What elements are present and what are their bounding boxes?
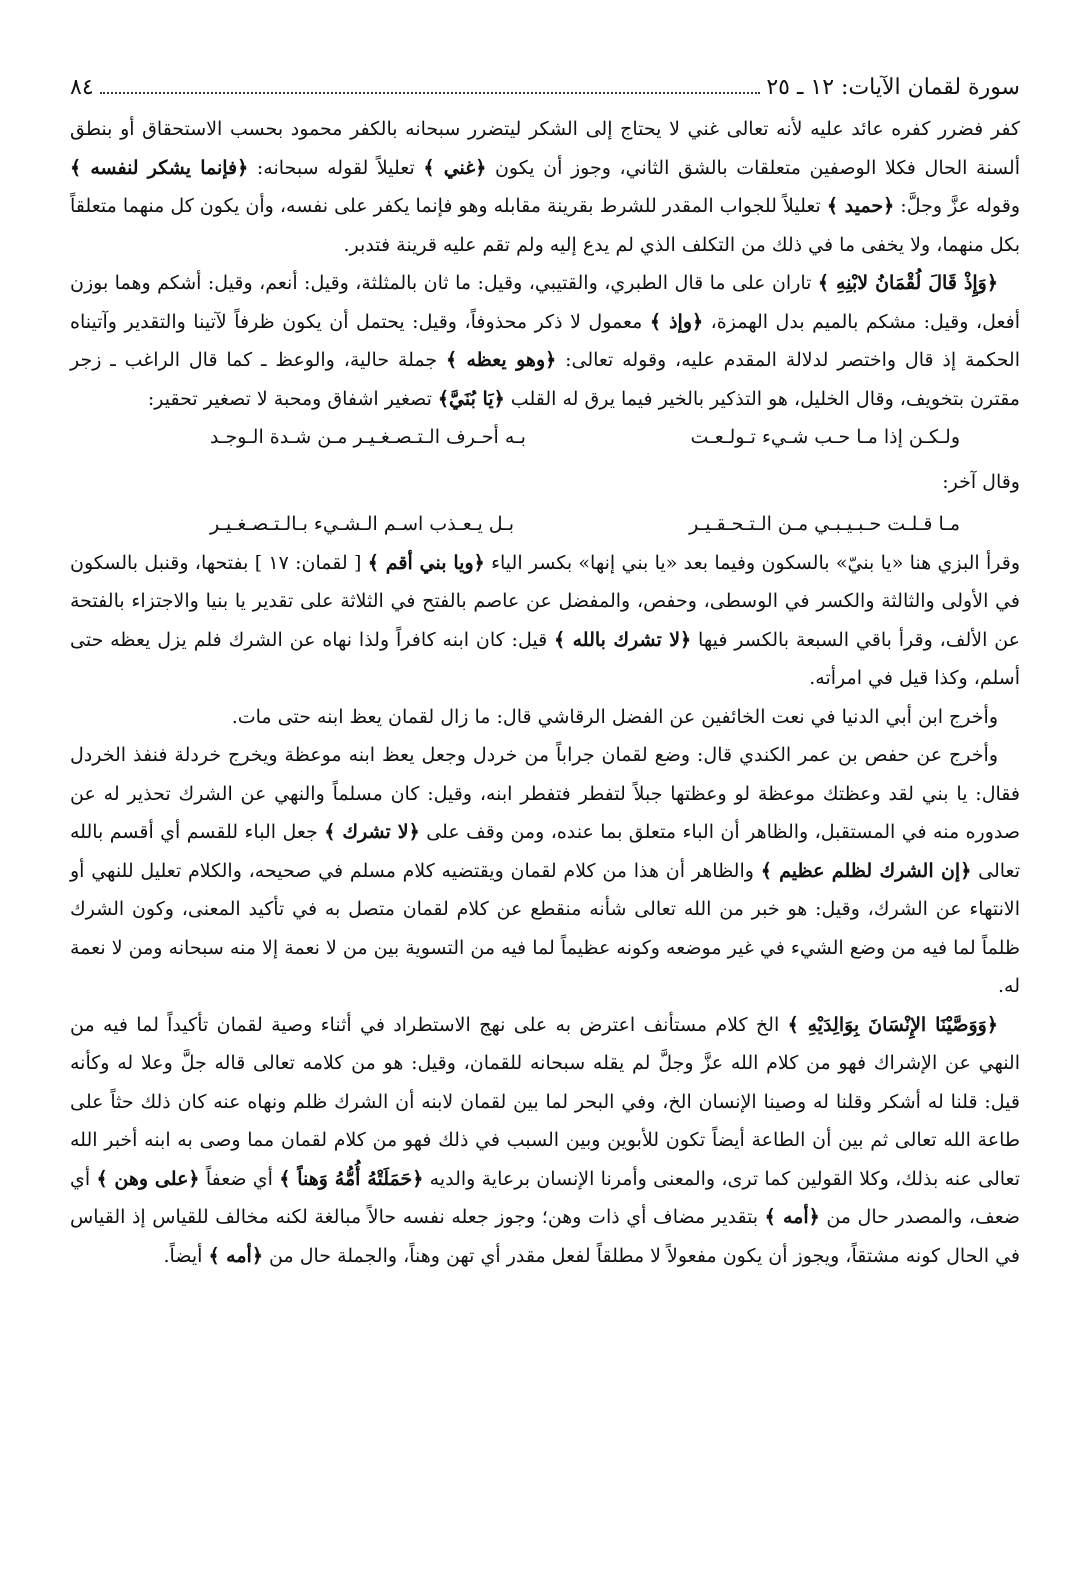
quran-quote: ﴿إن الشرك لظلم عظيم ﴾: [760, 859, 972, 882]
text-run: وأخرج ابن أبي الدنيا في نعت الخائفين عن الفضل الرقاشي قال: ما زال لقمان يعظ ابنه حتى مات.: [231, 705, 998, 728]
quran-quote: ﴿أمه ﴾: [208, 1244, 263, 1267]
text-run: تاران على ما قال الطبري، والقتيبي، وقيل: ما ثان بالمثلثة، وقيل: أنعم، وقيل: أشكم وهما بوزن أفعل، وقيل: مشكم بالميم بدل الهمزة،: [70, 272, 1020, 333]
quran-quote: ﴿حميد ﴾: [826, 195, 895, 217]
text-run: أي ضعف، والمصدر حال من: [70, 1167, 1021, 1228]
poem-verse-2: [70, 505, 1020, 544]
quran-quote: ﴿لا تشرك ﴾: [324, 821, 420, 843]
text-run: تصغير اشفاق ومحبة لا تصغير تحقير:: [147, 387, 438, 410]
quran-quote: ﴿وَإِذْ قَالَ لُقْمَانُ لابْنِهِ ﴾: [817, 272, 998, 294]
main-text: [70, 110, 1020, 1275]
verse-2-second-hemistich: بـل يـعـذب اسـم الـشـيء بـالـتـصـغـيـر: [210, 513, 515, 535]
text-run: وقوله عزَّ وجلَّ:: [894, 195, 1020, 217]
text-run: جملة حالية، والوعظ ـ كما قال الراغب ـ زجر مقترن بتخويف، وقال الخليل، هو التذكير بالخير فيما يرق له القلب: [70, 349, 1020, 410]
leader-dots: [100, 70, 761, 94]
paragraph: [70, 264, 1020, 418]
paragraph: [70, 1006, 1020, 1276]
text-section-2: [70, 544, 1020, 1276]
quran-quote: ﴿وَوَصَّيْنَا الإِنْسَانَ بِوَالِدَيْهِ ﴾: [787, 1013, 998, 1036]
quran-quote: ﴿لا تشرك بالله ﴾: [554, 628, 692, 651]
text-run: والظاهر أن هذا من كلام لقمان ويقتضيه كلام مسلم في صحيحه، والكلام تعليل للنهي أو الانتهاء عن الشرك، وقيل: هو خبر من الله تعالى شأنه منقطع عن كلام لقمان متصل به في تأكيد المعنى، وكون الشرك ظلماً لما فيه من وضع الشيء في غير موضعه وكونه عظيماً لما فيه من التسوية بين من لا نعمة إلا منه سبحانه ومن لا نعمة له.: [70, 859, 1020, 997]
quran-quote: ﴿غني ﴾: [423, 156, 487, 179]
text-run: معمول لا ذكر محذوفاً، وقيل: يحتمل أن يكون ظرفاً لآتينا والتقدير وآتيناه الحكمة إذ قال واختصر لدلالة المقدم عليه، وقوله تعالى:: [70, 310, 1020, 371]
paragraph: [70, 736, 1020, 1006]
text-run: كفر فضرر كفره عائد عليه لأنه تعالى غني لا يحتاج إلى الشكر ليتضرر سبحانه بالكفر محمود بحسب الاستحقاق أو بنطق ألسنة الحال فكلا الوصفين متعلقات بالشق الثاني، وجوز أن يكون: [70, 118, 1020, 179]
verse-1-first-hemistich: ولـكـن إذا مـا حـب شـيء تـولـعـت: [690, 426, 960, 448]
text-run: [ لقمان: ١٧ ] بفتحها، وقنبل بالسكون في الأولى والثالثة والكسر في الوسطى، وحفص، والمفضل عن عاصم بالفتح في الثلاثة على تقدير يا بنيا والاجتزاء بالفتحة عن الألف، وقرأ باقي السبعة بالكسر فيها: [70, 551, 1021, 651]
verse-2-first-hemistich: مـا قـلـت حـبـيـبـي مـن الـتـحـقـيـر: [689, 513, 960, 535]
running-title: سورة لقمان الآيات: ١٢ ـ ٢٥: [766, 75, 1020, 100]
quran-quote: ﴿وهو يعظه ﴾: [445, 349, 557, 371]
text-run: تعليلاً للجواب المقدر للشرط بقرينة مقابله وهو فإنما يكفر على نفسه، وأن يكون كل منهما متعلقاً بكل منهما، ولا يخفى ما في ذلك من التكلف الذي لم يدع إليه ولم تقم عليه قرينة فتدبر.: [70, 195, 1020, 256]
quran-quote: ﴿ويا بني أقم ﴾: [367, 551, 485, 574]
text-run: قيل: كان ابنه كافراً ولذا نهاه عن الشرك فلم يزل يعظه حتى أسلم، وكذا قيل في امرأته.: [70, 628, 1020, 689]
page-number: ٨٤: [70, 75, 94, 100]
page-header: [70, 70, 1020, 106]
text-run: بتقدير مضاف أي ذات وهن؛ وجوز جعله نفسه حالاً مبالغة لكنه مخالف للقياس إذ القياس في الحال كونه مشتقاً، ويجوز أن يكون مفعولاً لا مطلقاً لفعل مقدر أي تهن وهناً، والجملة حال من: [70, 1206, 1020, 1267]
text-section-1: [70, 110, 1020, 418]
paragraph: [70, 110, 1020, 264]
text-run: أيضاً.: [163, 1244, 209, 1267]
quran-quote: ﴿يَا بُنَيَّ﴾: [437, 387, 505, 410]
paragraph: [70, 698, 1020, 737]
verse-1-second-hemistich: بـه أحـرف الـتـصـغـيـر مـن شـدة الـوجـد: [210, 426, 526, 448]
text-run: جعل الباء للقسم أي أقسم بالله تعالى: [70, 821, 1020, 882]
quran-quote: ﴿حَمَلَتْهُ أُمُّهُ وَهناً ﴾: [279, 1167, 424, 1190]
text-run: وأخرج عن حفص بن عمر الكندي قال: وضع لقمان جراباً من خردل وجعل يعظ ابنه موعظة ويخرج خردلة فنفذ الخردل فقال: يا بني لقد وعظتك موعظة لو وعظتها جبلاً لتفطر فتفطر ابنه، وقيل: كان مسلماً والنهي عن الشرك تحذير له عن صدوره منه في المستقبل، والظاهر أن الباء متعلق بما عنده، ومن وقف على: [70, 744, 1021, 843]
quran-quote: ﴿أمه ﴾: [764, 1206, 820, 1228]
quran-quote: ﴿فإنما يشكر لنفسه ﴾: [70, 156, 249, 179]
poem-verse-1: [70, 418, 1020, 457]
quran-quote: ﴿وإذ ﴾: [649, 310, 704, 333]
text-run: أي ضعفاً: [199, 1167, 280, 1190]
text-run: تعليلاً لقوله سبحانه:: [248, 156, 424, 179]
quran-quote: ﴿على وهن ﴾: [96, 1167, 200, 1190]
verse-intro: وقال آخر:: [942, 470, 1020, 493]
text-run: وقرأ البزي هنا «يا بنيّ» بالسكون وفيما بعد «يا بني إنها» بكسر الياء: [484, 551, 1020, 574]
paragraph: [70, 544, 1020, 698]
text-run: الخ كلام مستأنف اعترض به على نهج الاستطراد في أثناء وصية لقمان تأكيداً لما فيه من النهي عن الإشراك فهو من كلام الله عزَّ وجلَّ لم يقله سبحانه للقمان، وقيل: هو من كلامه تعالى قاله جلَّ وعلا له وكأنه قيل: قلنا له أشكر وقلنا له وصينا الإنسان الخ، وفي البحر لما بين لقمان لابنه أن الشرك ظلم ونهاه عنه كان ذلك حثاً على طاعة الله تعالى ثم بين أن الطاعة أيضاً تكون للأبوين وبين السبب في ذلك فهو من كلام لقمان مما وصى به ابنه أخبر الله تعالى عنه بذلك، وكلا القولين كما ترى، والمعنى وأمرنا الإنسان برعاية والديه: [70, 1013, 1020, 1190]
